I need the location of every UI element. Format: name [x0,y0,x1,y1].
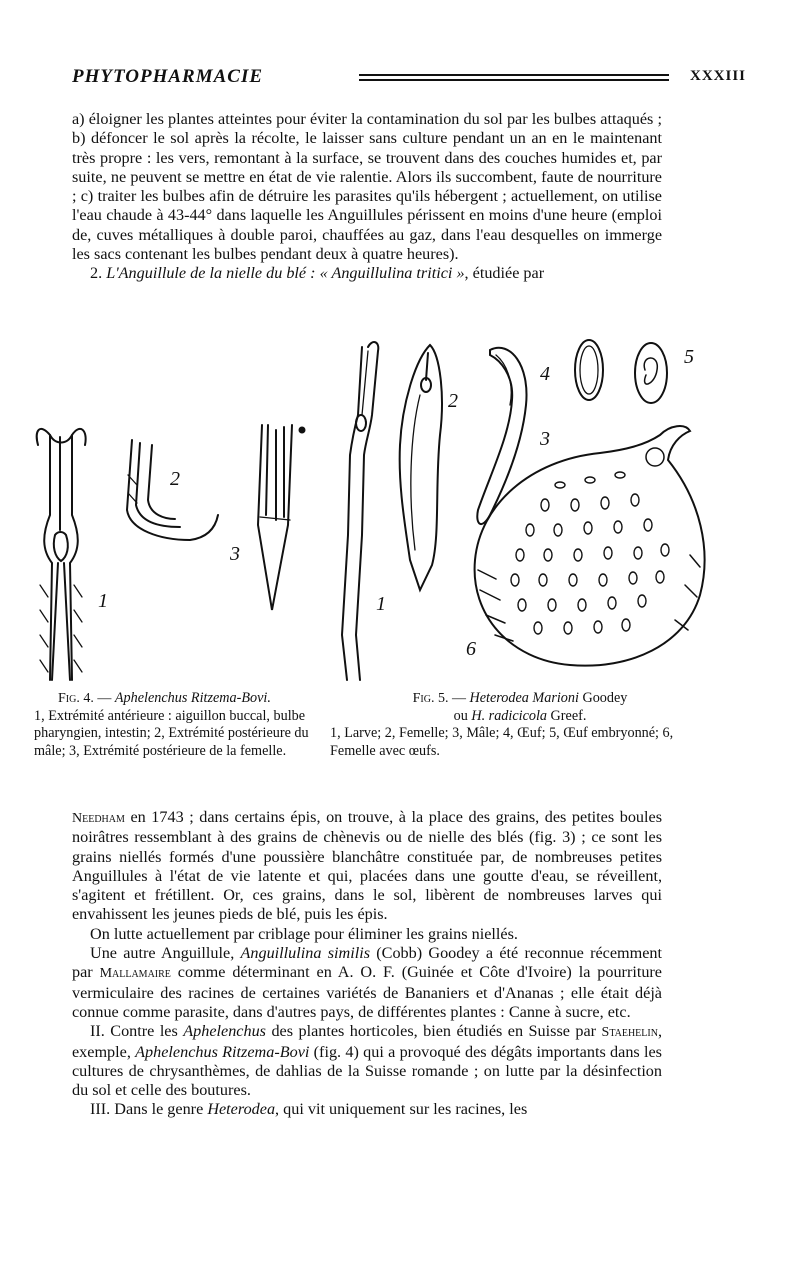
fig4-female-posterior-drawing [258,425,305,610]
item-2-suffix: , étudiée par [464,264,545,283]
paragraph-similis [72,944,662,1022]
fig5-larva-drawing [342,342,378,680]
fig4-caption-title [34,690,324,708]
text-span: comme déterminant en A. O. F. (Guinée et Côte d'Ivoire) la pourriture vermiculaire des racines de certaines variétés de Bananiers et d'Ananas ; elle était déjà connue comme parasite, dans d'autres pays, de différentes plantes : Canne à sucre, etc. [72,963,662,1021]
text-span: Une autre Anguillule, [90,944,241,963]
text-span: (fig. 4) qui a provoqué des dégâts importants dans les cultures de chrysanthèmes, de dahlias de la Suisse romande ; on lutte par la désinfection du sol et celle des boutures. [72,1042,662,1100]
header-rule [359,74,669,83]
fig5-embryonated-egg-drawing [635,343,667,403]
fig5-male-drawing [477,348,526,524]
genus-name: Aphelenchus [183,1022,266,1041]
page-number: XXXIII [690,68,747,84]
text-span: (Cobb) Goodey a été reconnue récemment par [72,944,662,982]
fig4-male-posterior-drawing [127,440,218,540]
fig5-eggs-pattern [511,472,669,634]
item-2-title: L'Anguillule de la nielle du blé : « Anguillulina tritici » [106,264,465,283]
species-name: Anguillulina similis [240,944,370,963]
text-span: , exemple, [72,1022,662,1061]
fig4-caption-label: Fig. 4. — [58,691,112,706]
fig5-label-4: 4 [540,363,550,385]
fig5-caption-species: Heterodea Marioni [469,690,579,706]
paragraph-heterodea [72,1100,662,1119]
item-2-number: 2. [90,264,107,283]
fig5-caption-author: Goodey [582,690,628,706]
author-staehelin: Staehelin [601,1025,658,1041]
fig5-caption-ou: ou [453,707,468,724]
text-span: III. Dans le genre [90,1100,208,1119]
paragraph-needham-text: en 1743 ; dans certains épis, on trouve, à la place des grains, des petites boules noirâtres ressemblant à des grains de chènevis ou de nielle des blés (fig. 3) ; ce sont les grains niellés formés d'une poussière blanchâtre constituée par, de nombreuses petites Anguillules à l'état de vie latente et qui, placées dans une goutte d'eau, se réveillent, s'agitent et frétillent. Or, ces grains, dans le sol, libèrent de nombreuses larves qui envahissent les jeunes pieds de blé, puis les épis. [72,808,662,924]
fig5-caption-title [330,690,710,725]
fig4-label-3: 3 [230,543,240,565]
fig4-anterior-end-drawing [37,429,86,680]
body-text [72,808,662,1120]
fig5-caption-author2: Greef. [550,707,587,724]
fig4-caption-species: Aphelenchus Ritzema-Bovi. [114,690,271,706]
fig4-label-1: 1 [98,590,108,612]
paragraph-criblage: On lutte actuellement par criblage pour éliminer les grains niellés. [90,924,518,943]
paragraph-needham [72,808,662,925]
fig5-egg-drawing [575,340,603,400]
running-header [72,64,747,94]
top-paragraph [72,110,662,284]
figures-area [0,335,800,685]
author-needham: Needham [72,811,125,826]
paragraph-aphelenchus [72,1022,662,1100]
text-span: , qui vit uniquement sur les racines, les [275,1100,528,1119]
species-name: Aphelenchus Ritzema-Bovi [135,1042,310,1061]
fig5-label-2: 2 [448,390,458,412]
fig5-label-3: 3 [540,428,550,450]
nematode-illustrations [0,335,800,685]
methods-paragraph: a) éloigner les plantes atteintes pour éviter la contamination du sol par les bulbes attaqués ; b) défoncer le sol après la récolte, le laisser sans culture pendant un an en le maintenant très propre : les vers, remontant à la surface, se trouvent dans des couches humides et, par suite, ne peuvent se mettre en état de vie ralentie. Alors ils succombent, faute de nourriture ; c) traiter les bulbes afin de détruire les parasites qu'ils hébergent ; actuellement, on utilise l'eau chaude à 43-44° dans laquelle les Anguillules périssent en moins d'une heure (emploi de, cuves métalliques à double paroi, chauffées au gaz, dans l'eau desquelles on immerge les sacs contenant les bulbes pendant deux à quatre heures). [72,110,662,264]
fig5-caption-label: Fig. 5. — [412,691,466,706]
item-2-heading [72,264,662,283]
fig5-label-6: 6 [466,638,476,660]
fig4-caption-body: 1, Extrémité antérieure : aiguillon buccal, bulbe pharyngien, intestin; 2, Extrémité postérieure du mâle; 3, Extrémité postérieure de la femelle. [34,707,309,759]
fig5-label-1: 1 [376,593,386,615]
fig5-caption-body: 1, Larve; 2, Femelle; 3, Mâle; 4, Œuf; 5, Œuf embryonné; 6, Femelle avec œufs. [330,725,674,759]
fig4-label-2: 2 [170,468,180,490]
fig5-female-with-eggs-drawing [475,426,705,666]
genus-name: Heterodea [207,1100,276,1119]
fig5-female-drawing [400,345,442,590]
running-title: PHYTOPHARMACIE [72,66,264,87]
text-span: des plantes horticoles, bien étudiés en Suisse par [265,1022,602,1041]
fig5-caption-species2: H. radicicola [471,707,547,724]
text-span: II. Contre les [90,1022,184,1041]
fig5-label-5: 5 [684,346,694,368]
fig4-caption [34,690,324,760]
fig5-caption [330,690,710,760]
author-mallamaire: Mallamaire [99,966,171,982]
